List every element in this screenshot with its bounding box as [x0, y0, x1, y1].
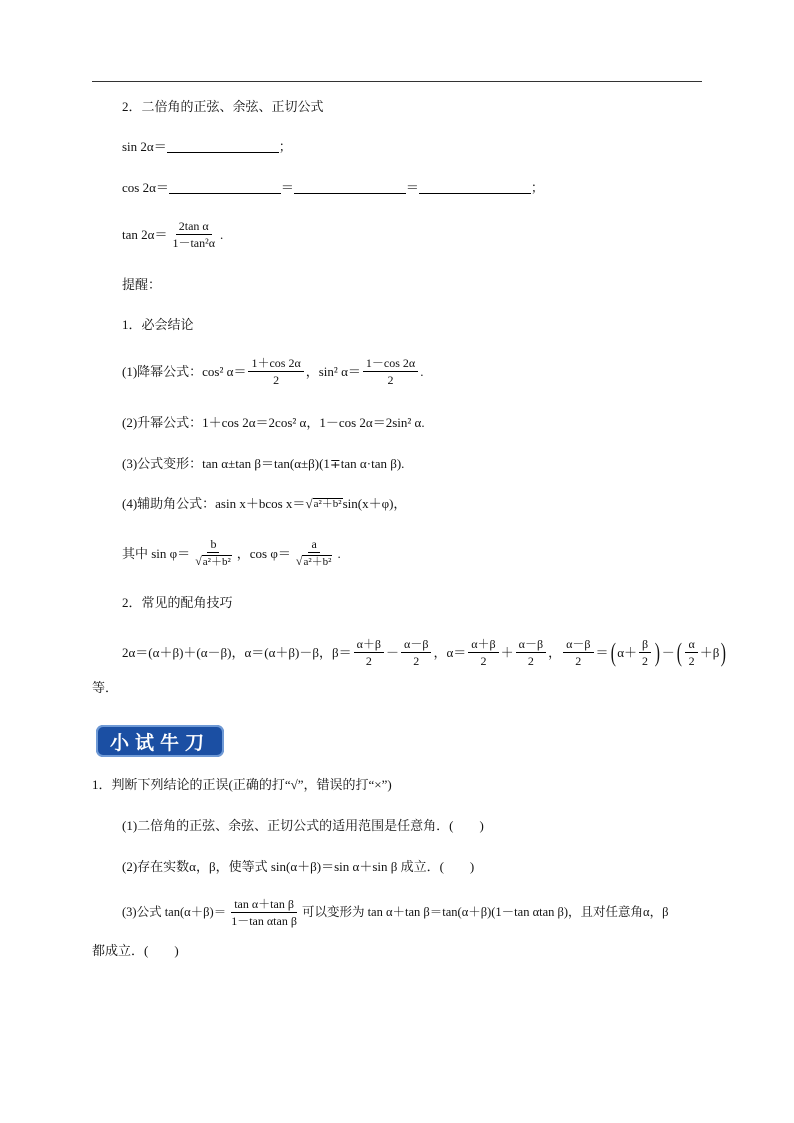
angle-technique [122, 638, 728, 667]
technique-etc: 等． [92, 680, 119, 695]
sqrt-sign: √ [305, 496, 313, 511]
tan2a-formula [122, 220, 223, 249]
technique-fraction-2 [401, 638, 431, 667]
header-rule [92, 81, 702, 82]
item-3-prefix: (3)公式 tan(α＋β)＝ [122, 905, 227, 920]
technique-part-4: ＝ [595, 645, 609, 660]
technique-title: 2．常见的配角技巧 [122, 595, 233, 610]
minus-sign: － [661, 645, 675, 660]
formula-4b-end: . [337, 545, 341, 561]
fraction-denominator: 2 [387, 373, 394, 387]
formula-1-fraction-a [248, 357, 303, 386]
cos2a-blank-2[interactable] [294, 180, 406, 194]
formula-4b [122, 538, 341, 568]
fraction-numerator: α＋β [468, 638, 498, 653]
tan2a-end: . [220, 227, 224, 242]
fraction-numerator: α [685, 638, 697, 653]
item-3-suffix: 可以变形为 tan α＋tan β＝tan(α＋β)(1－tan αtan β)，且对任意角α，β [301, 905, 669, 920]
fraction-numerator: 1＋cos 2α [248, 357, 303, 372]
sin2a-label: sin 2α＝ [122, 138, 167, 154]
technique-alpha: α＋ [617, 645, 637, 660]
fraction-denominator: 2 [413, 654, 420, 668]
fraction-denominator: 1－tan²α [172, 236, 215, 250]
fraction-denominator: 2 [480, 654, 487, 668]
right-paren: ) [721, 637, 727, 667]
fraction-numerator: 1－cos 2α [363, 357, 418, 372]
technique-fraction-4 [516, 638, 546, 667]
technique-fraction-6 [639, 638, 651, 667]
sqrt-radicand: a²＋b² [313, 497, 342, 510]
question-1-item-3-continued: 都成立．( ) [92, 943, 179, 958]
technique-plus-beta: ＋β [699, 645, 720, 660]
fraction-numerator: a [308, 538, 319, 553]
fraction-numerator: α－β [516, 638, 546, 653]
cos2a-blank-3[interactable] [419, 180, 531, 194]
formula-1 [122, 357, 423, 386]
formula-1-end: . [420, 364, 424, 379]
left-paren: ( [676, 637, 682, 667]
fraction-numerator: α－β [563, 638, 593, 653]
cos2a-blank-1[interactable] [169, 180, 281, 194]
sqrt-sign: √ [295, 554, 303, 568]
formula-4-prefix: (4)辅助角公式：asin x＋bcos x＝ [122, 496, 306, 511]
technique-part-3: ， [548, 645, 562, 660]
fraction-numerator: 2tan α [176, 220, 212, 235]
fraction-denominator: 2 [688, 654, 695, 668]
technique-fraction-3 [468, 638, 498, 667]
fraction-denominator [293, 553, 336, 568]
technique-fraction-7 [685, 638, 697, 667]
question-1-item-3 [122, 898, 668, 927]
plus-sign: ＋ [500, 645, 514, 660]
fraction-denominator: 2 [575, 654, 582, 668]
section2-title: 2．二倍角的正弦、余弦、正切公式 [122, 99, 324, 114]
fraction-numerator: β [639, 638, 651, 653]
practice-badge: 小试牛刀 [96, 725, 224, 757]
formula-4 [122, 497, 406, 510]
tan2a-label: tan 2α＝ [122, 227, 168, 242]
equals-sign: ＝ [405, 179, 419, 195]
sin2a-blank[interactable] [167, 139, 279, 153]
fraction-denominator: 2 [527, 654, 534, 668]
fraction-numerator: tan α＋tan β [231, 898, 297, 913]
fraction-denominator: 2 [365, 654, 372, 668]
formula-1-fraction-b [363, 357, 418, 386]
fraction-denominator [192, 553, 235, 568]
fraction-denominator: 2 [273, 373, 280, 387]
formula-3: (3)公式变形：tan α±tan β＝tan(α±β)(1∓tan α·tan β). [122, 456, 405, 471]
technique-part-2: ，α＝ [433, 645, 467, 660]
sqrt-radicand: a²＋b² [202, 556, 231, 568]
technique-fraction-5 [563, 638, 593, 667]
sin2a-end: ； [278, 138, 292, 154]
sqrt-sign: √ [195, 554, 202, 568]
fraction-denominator: 2 [642, 654, 649, 668]
tan2a-fraction [169, 220, 218, 249]
formula-1-prefix: (1)降幂公式：cos² α＝ [122, 364, 247, 379]
technique-fraction-1 [354, 638, 384, 667]
formula-4-suffix: sin(x＋φ)， [342, 496, 407, 511]
formula-4b-mid: ，cos φ＝ [236, 545, 291, 561]
right-paren: ) [654, 637, 661, 667]
fraction-numerator: α－β [401, 638, 431, 653]
sin2a-formula [122, 139, 292, 153]
must-know-title: 1．必会结论 [122, 317, 194, 332]
question-1-item-1: (1)二倍角的正弦、余弦、正切公式的适用范围是任意角．( ) [122, 818, 484, 833]
technique-part-1: 2α＝(α＋β)＋(α－β)，α＝(α＋β)－β，β＝ [122, 645, 352, 660]
fraction-denominator: 1－tan αtan β [231, 914, 297, 928]
minus-sign: － [386, 645, 400, 660]
formula-4b-prefix: 其中 sin φ＝ [122, 545, 191, 561]
reminder-label: 提醒： [122, 277, 162, 292]
fraction-numerator: b [207, 538, 219, 553]
cos-phi-fraction [293, 538, 336, 568]
left-paren: ( [610, 637, 616, 667]
formula-2: (2)升幂公式：1＋cos 2α＝2cos² α，1－cos 2α＝2sin² α. [122, 415, 425, 430]
question-1-item-2: (2)存在实数α，β，使等式 sin(α＋β)＝sin α＋sin β 成立．( ) [122, 859, 475, 874]
cos2a-end: ； [530, 179, 544, 195]
formula-1-mid: ，sin² α＝ [305, 364, 361, 379]
tan-sum-fraction [228, 898, 300, 927]
fraction-numerator: α＋β [354, 638, 384, 653]
equals-sign: ＝ [280, 179, 294, 195]
sin-phi-fraction [192, 538, 235, 568]
cos2a-formula [122, 180, 544, 194]
question-1: 1．判断下列结论的正误(正确的打“√”，错误的打“×”) [92, 777, 392, 792]
sqrt-radicand: a²＋b² [303, 556, 332, 568]
cos2a-label: cos 2α＝ [122, 179, 169, 195]
